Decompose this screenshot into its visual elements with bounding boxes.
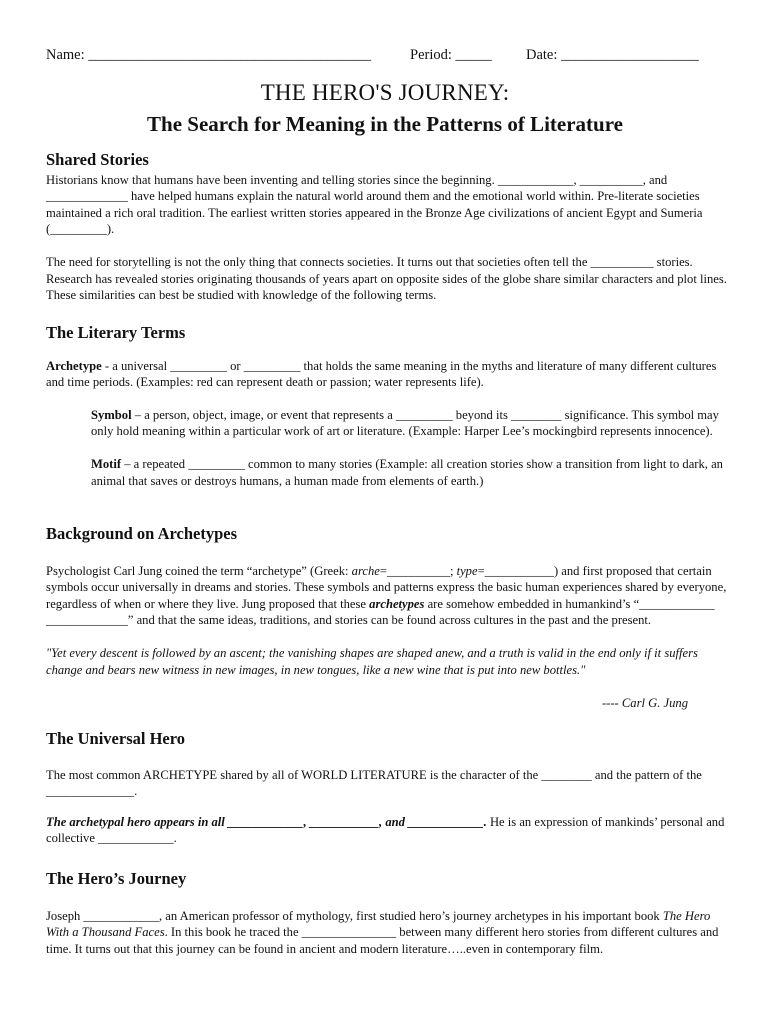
arche-word: arche (351, 563, 380, 578)
archetypes-word: archetypes (369, 596, 425, 611)
jung-quote: "Yet every descent is followed by an ascent; the vanishing shapes are shaped anew, and a truth is valid in the end only if it suffers change and bears new witness in new images, in new tongues, like a new wine that is put into new bottles." (46, 645, 698, 677)
archetype-text: - a universal _________ or _________ that holds the same meaning in the myths and literature of many different cultures and time periods. (Examples: red can represent death or passion; water represents life). (46, 358, 717, 390)
date-field[interactable]: Date: ___________________ (526, 47, 699, 63)
background-text-1: Psychologist Carl Jung coined the term “archetype” (Greek: (46, 563, 352, 578)
archetype-definition (46, 358, 728, 391)
background-section (46, 526, 728, 712)
heros-journey-heading: The Hero’s Journey (46, 869, 187, 888)
heros-journey-paragraph (46, 908, 728, 958)
universal-hero-heading: The Universal Hero (46, 729, 186, 748)
universal-hero-paragraph-1: The most common ARCHETYPE shared by all of WORLD LITERATURE is the character of the ________ and the pattern of the ______________. (46, 767, 702, 799)
journey-text-2: . In this book he traced the _______________ between many different hero stories from different cultures and time. It turns out that this journey can be found in ancient and modern literature…..even in contemporary film. (46, 925, 719, 956)
archetypal-hero-statement: The archetypal hero appears in all ____________, ___________, and ____________. (46, 814, 487, 829)
symbol-text: – a person, object, image, or event that represents a _________ beyond its ________ significance. This symbol may only hold meaning within a particular work of art or literature. (Example: Harper Lee’s mockingbird represents innocence). (91, 407, 719, 439)
type-word: type (456, 563, 478, 578)
name-field[interactable]: Name: _______________________________________ (46, 47, 372, 63)
period-field[interactable]: Period: _____ (410, 47, 492, 63)
motif-definition (46, 456, 728, 489)
journey-text-1: Joseph ____________, an American professor of mythology, first studied hero’s journey archetypes in his important book (46, 908, 663, 923)
book-title: The Hero With a Thousand Faces (46, 908, 711, 940)
literary-terms-heading: The Literary Terms (46, 323, 186, 342)
background-text-2: =__________; (379, 563, 457, 578)
quote-attribution: ---- Carl G. Jung (601, 696, 688, 711)
symbol-term: Symbol (91, 407, 132, 422)
shared-stories-paragraph-2: The need for storytelling is not the only thing that connects societies. It turns out that societies often tell the __________ stories. Research has revealed stories originating thousands of years apart on opposite sides of the globe share similar characters and plot lines. These similarities can best be studied with knowledge of the following terms. (46, 254, 727, 303)
motif-term: Motif (91, 456, 122, 471)
shared-stories-paragraph-1: Historians know that humans have been inventing and telling stories since the beginning. ____________, __________, and _____________ have helped humans explain the natural world around them and the emotional world within. Pre-literate societies maintained a rich oral tradition. The earliest written stories appeared in the Bronze Age civilizations of ancient Egypt and Sumeria (_________). (46, 172, 703, 237)
shared-stories-heading: Shared Stories (46, 150, 149, 169)
shared-stories-section (46, 152, 728, 304)
page-subtitle: The Search for Meaning in the Patterns of Literature (147, 112, 623, 136)
universal-hero-text: He is an expression of mankinds’ personal and collective ____________. (46, 814, 725, 846)
archetype-term: Archetype (46, 358, 102, 373)
literary-terms-section (46, 325, 728, 489)
symbol-definition (46, 407, 728, 440)
heros-journey-section (46, 871, 728, 957)
background-paragraph (46, 563, 728, 629)
background-text-4: are somehow embedded in humankind’s “____________ _____________” and that the same ideas, traditions, and stories can be found across cultures in the past and the present. (46, 596, 715, 628)
student-info-header (46, 47, 724, 67)
background-text-3: =___________) and first proposed that certain symbols occur universally in dreams and stories. These symbols and patterns express the basic human experiences shared by everyone, regardless of when or where they live. Jung proposed that these (46, 563, 727, 611)
universal-hero-paragraph-2 (46, 814, 728, 847)
background-heading: Background on Archetypes (46, 524, 238, 543)
universal-hero-section (46, 731, 728, 847)
page-title: THE HERO'S JOURNEY: (260, 80, 510, 105)
motif-text: – a repeated _________ common to many stories (Example: all creation stories show a transition from light to dark, an animal that saves or destroys humans, a human made from elements of earth.) (91, 456, 723, 488)
